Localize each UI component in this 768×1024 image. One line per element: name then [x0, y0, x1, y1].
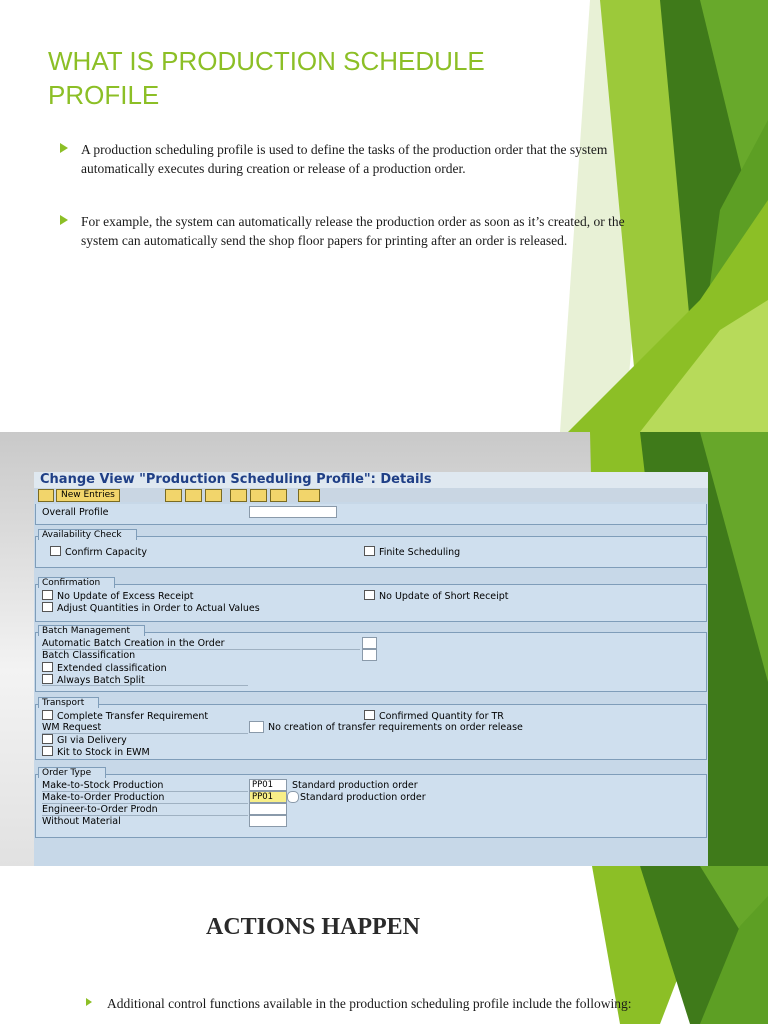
make-to-order-field[interactable]: PP01	[249, 791, 287, 803]
transport-title: Transport	[38, 697, 99, 708]
bullet-1	[60, 140, 661, 178]
slide-sap-screenshot	[0, 432, 768, 866]
gi-delivery-checkbox[interactable]	[42, 734, 127, 746]
checkbox-icon[interactable]	[364, 710, 375, 720]
checkbox-icon[interactable]	[42, 662, 53, 672]
no-update-short-checkbox[interactable]	[364, 590, 509, 602]
batch-management-title: Batch Management	[38, 625, 145, 636]
make-to-order-desc: Standard production order	[300, 792, 426, 803]
sap-window	[34, 472, 708, 866]
bullet-1-text: A production scheduling profile is used to define the tasks of the production order that the system automatically executes during creation or release of a production order.	[81, 142, 608, 176]
availability-group	[35, 530, 707, 568]
complete-tr-checkbox[interactable]	[42, 710, 208, 722]
adjust-quantities-checkbox[interactable]	[42, 602, 260, 614]
bullet-1	[86, 994, 667, 1013]
overall-profile-label: Overall Profile	[42, 507, 109, 518]
checkbox-icon[interactable]	[42, 746, 53, 756]
wm-request-checkbox[interactable]	[249, 721, 264, 733]
bullet-1-text: Additional control functions available in the production scheduling profile include the following:	[107, 996, 632, 1011]
copy-icon[interactable]	[165, 489, 182, 502]
make-to-order-label: Make-to-Order Production	[42, 792, 165, 803]
kit-stock-checkbox[interactable]	[42, 746, 150, 758]
confirmation-title: Confirmation	[38, 577, 115, 588]
slide-actions-happen	[0, 866, 768, 1024]
transport-group	[35, 698, 707, 760]
divider	[42, 685, 248, 686]
order-type-title: Order Type	[38, 767, 106, 778]
checkbox-icon[interactable]	[364, 590, 375, 600]
slide-title: ACTIONS HAPPEN	[205, 914, 421, 940]
no-update-short-label: No Update of Short Receipt	[379, 591, 509, 602]
bullet-triangle-icon	[60, 215, 68, 225]
batch-class-checkbox[interactable]	[362, 649, 377, 661]
batch-management-group	[35, 626, 707, 692]
confirmation-group	[35, 578, 707, 622]
kit-stock-label: Kit to Stock in EWM	[57, 747, 150, 758]
config-icon[interactable]	[298, 489, 320, 502]
confirm-capacity-label: Confirm Capacity	[65, 547, 147, 558]
new-entries-button[interactable]: New Entries	[56, 489, 120, 502]
checkbox-icon[interactable]	[42, 710, 53, 720]
f4-help-icon[interactable]	[287, 791, 299, 803]
bullet-2-text: For example, the system can automatically release the production order as soon as it’s created, or the system can automatically send the shop floor papers for printing after an order is released.	[81, 214, 625, 248]
confirmed-qty-label: Confirmed Quantity for TR	[379, 711, 504, 722]
no-update-excess-label: No Update of Excess Receipt	[57, 591, 194, 602]
gi-delivery-label: GI via Delivery	[57, 735, 127, 746]
sap-screen-title: Change View "Production Scheduling Profile": Details	[34, 472, 708, 488]
order-type-group	[35, 768, 707, 838]
checkbox-icon[interactable]	[42, 602, 53, 612]
bullet-2	[60, 212, 661, 250]
checkbox-icon[interactable]	[42, 674, 53, 684]
overall-profile-section	[35, 504, 707, 525]
make-to-stock-field[interactable]: PP01	[249, 779, 287, 791]
extended-class-checkbox[interactable]	[42, 662, 167, 674]
make-to-stock-label: Make-to-Stock Production	[42, 780, 164, 791]
finite-scheduling-checkbox[interactable]	[364, 546, 460, 558]
auto-batch-checkbox[interactable]	[362, 637, 377, 649]
extended-class-label: Extended classification	[57, 663, 167, 674]
overall-profile-field[interactable]	[249, 506, 337, 518]
wm-request-label: WM Request	[42, 722, 102, 733]
bullet-triangle-icon	[86, 998, 92, 1006]
always-split-label: Always Batch Split	[57, 675, 145, 686]
without-material-label: Without Material	[42, 816, 121, 827]
deselect-icon[interactable]	[250, 489, 267, 502]
complete-tr-label: Complete Transfer Requirement	[57, 711, 209, 722]
no-update-excess-checkbox[interactable]	[42, 590, 193, 602]
checkbox-icon[interactable]	[42, 734, 53, 744]
bullet-triangle-icon	[60, 143, 68, 153]
engineer-to-order-field[interactable]	[249, 803, 287, 815]
confirm-capacity-checkbox[interactable]	[50, 546, 147, 558]
edit-pencil-icon[interactable]	[38, 489, 54, 502]
adjust-quantities-label: Adjust Quantities in Order to Actual Values	[57, 603, 260, 614]
select-all-icon[interactable]	[230, 489, 247, 502]
auto-batch-label: Automatic Batch Creation in the Order	[42, 638, 225, 649]
slide-title: WHAT IS PRODUCTION SCHEDULE PROFILE	[48, 46, 485, 110]
batch-class-label: Batch Classification	[42, 650, 136, 661]
delete-icon[interactable]	[185, 489, 202, 502]
engineer-to-order-label: Engineer-to-Order Prodn	[42, 804, 158, 815]
sap-toolbar	[34, 488, 708, 502]
confirmed-qty-checkbox[interactable]	[364, 710, 504, 722]
undo-icon[interactable]	[205, 489, 222, 502]
slide-production-schedule-profile	[0, 0, 768, 432]
checkbox-icon[interactable]	[42, 590, 53, 600]
checkbox-icon[interactable]	[50, 546, 61, 556]
block-icon[interactable]	[270, 489, 287, 502]
availability-title: Availability Check	[38, 529, 137, 540]
checkbox-icon[interactable]	[364, 546, 375, 556]
finite-scheduling-label: Finite Scheduling	[379, 547, 461, 558]
make-to-stock-desc: Standard production order	[292, 780, 418, 791]
without-material-field[interactable]	[249, 815, 287, 827]
no-creation-label: No creation of transfer requirements on order release	[268, 722, 523, 733]
